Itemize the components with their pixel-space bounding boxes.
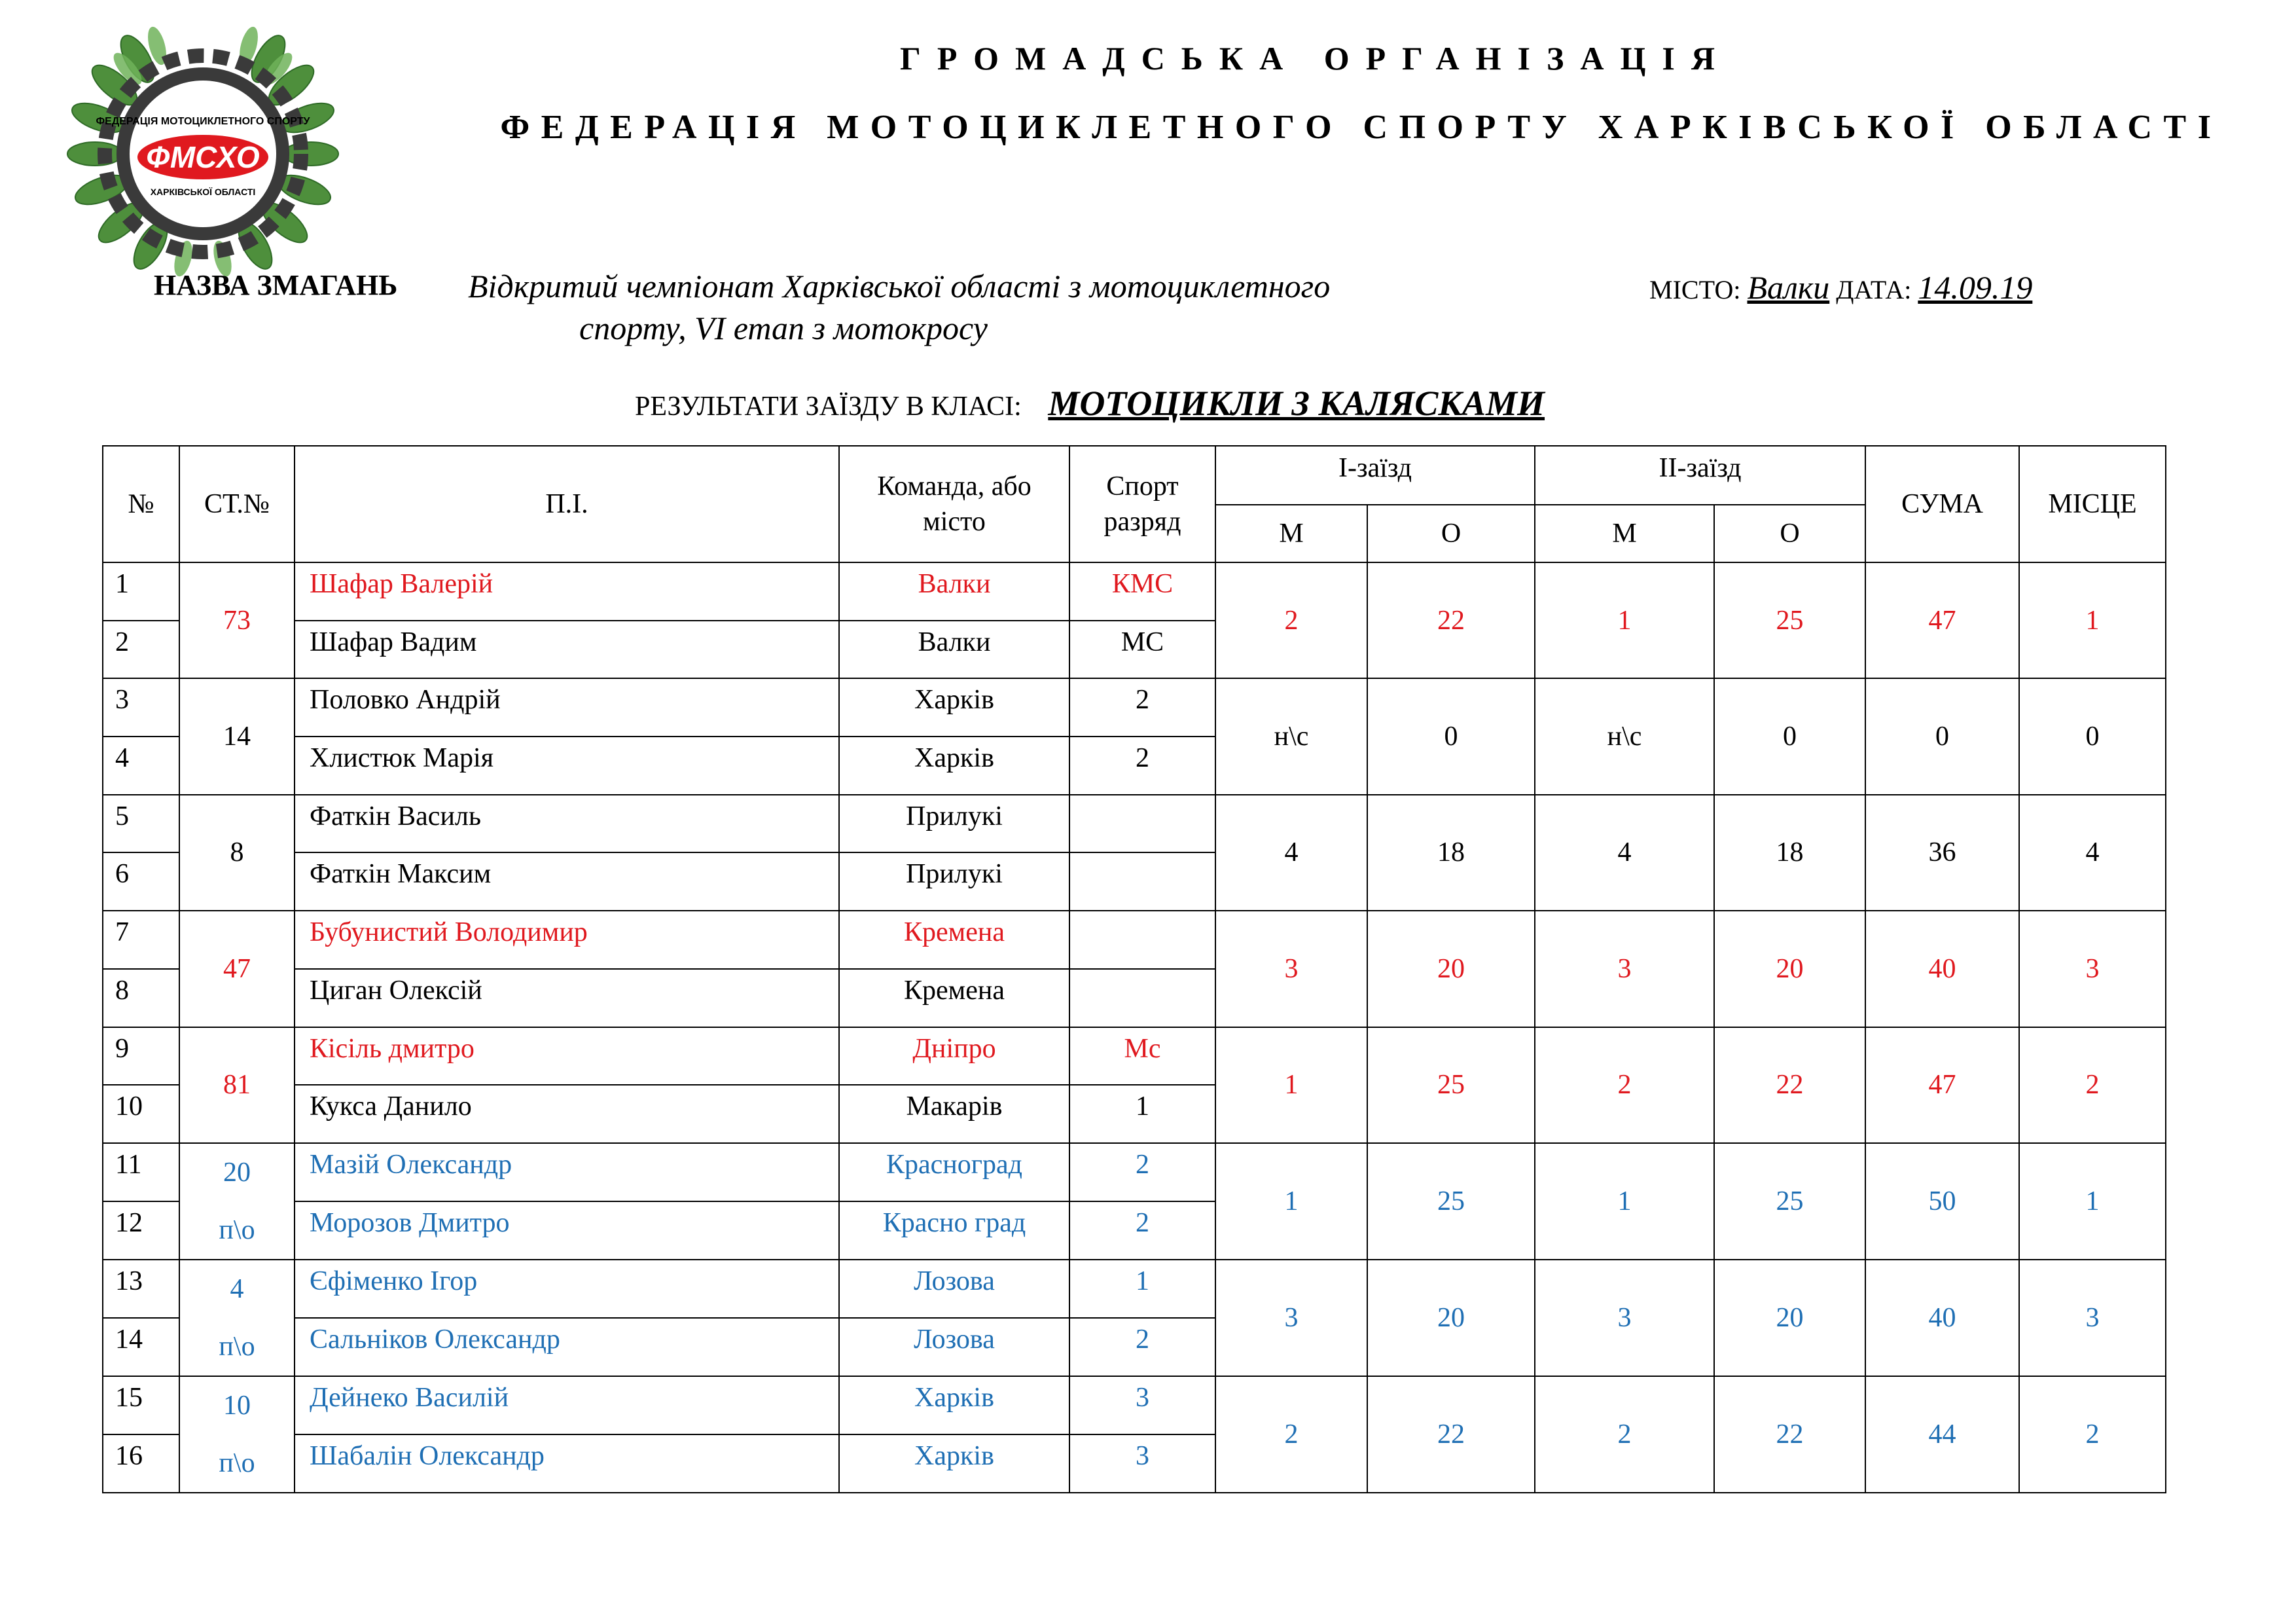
table-row — [103, 1027, 2166, 1085]
start-number: 20 — [223, 1157, 251, 1188]
race1-m-cell: 4 — [1215, 795, 1367, 911]
race2-o-cell: 22 — [1714, 1027, 1865, 1143]
start-number: 4 — [230, 1273, 244, 1304]
results-label: РЕЗУЛЬТАТИ ЗАЇЗДУ В КЛАСІ: — [635, 392, 1022, 422]
rider-team: Валки — [839, 562, 1069, 621]
row-number: 15 — [103, 1376, 179, 1434]
rider-rank: МС — [1069, 621, 1215, 679]
sum-cell: 44 — [1865, 1376, 2019, 1493]
city-label: МІСТО: — [1649, 275, 1741, 304]
rider-rank: 1 — [1069, 1085, 1215, 1143]
row-number: 1 — [103, 562, 179, 621]
rider-rank: 2 — [1069, 1201, 1215, 1260]
race1-o-cell: 20 — [1367, 911, 1535, 1027]
row-number: 11 — [103, 1143, 179, 1201]
rider-team: Кремена — [839, 911, 1069, 969]
header-team: Команда, або місто — [839, 446, 1069, 562]
rider-rank: 3 — [1069, 1376, 1215, 1434]
rider-name: Шабалін Олександр — [295, 1434, 839, 1493]
rider-rank: 2 — [1069, 737, 1215, 795]
rider-rank — [1069, 969, 1215, 1027]
rider-rank: 2 — [1069, 678, 1215, 737]
start-number: 81 — [179, 1027, 295, 1143]
rider-team: Харків — [839, 737, 1069, 795]
header-place: МІСЦЕ — [2019, 446, 2166, 562]
start-note: п\о — [219, 1331, 255, 1362]
rider-name: Циган Олексій — [295, 969, 839, 1027]
rider-rank: 1 — [1069, 1260, 1215, 1318]
header-race2-m: М — [1535, 505, 1714, 562]
table-row — [103, 1260, 2166, 1318]
place-cell: 2 — [2019, 1376, 2166, 1493]
row-number: 4 — [103, 737, 179, 795]
row-number: 10 — [103, 1085, 179, 1143]
race2-m-cell: 3 — [1535, 1260, 1714, 1376]
rider-name: Половко Андрій — [295, 678, 839, 737]
race1-o-cell: 25 — [1367, 1143, 1535, 1260]
table-row — [103, 1143, 2166, 1201]
results-body — [103, 562, 2166, 1493]
start-number-cell — [179, 1260, 295, 1376]
row-number: 8 — [103, 969, 179, 1027]
rider-name: Морозов Дмитро — [295, 1201, 839, 1260]
race1-m-cell: н\с — [1215, 678, 1367, 794]
race2-o-cell: 25 — [1714, 1143, 1865, 1260]
race2-o-cell: 25 — [1714, 562, 1865, 678]
header-race1: І-заїзд — [1215, 446, 1535, 505]
rider-name: Бубунистий Володимир — [295, 911, 839, 969]
competition-name — [468, 265, 1581, 349]
rider-team: Красноград — [839, 1143, 1069, 1201]
race2-m-cell: 4 — [1535, 795, 1714, 911]
competition-name-line1: Відкритий чемпіонат Харківської області з мотоциклетного — [468, 268, 1331, 304]
class-name: МОТОЦИКЛИ З КАЛЯСКАМИ — [1048, 384, 1545, 423]
race1-o-cell: 18 — [1367, 795, 1535, 911]
race2-o-cell: 22 — [1714, 1376, 1865, 1493]
rider-name: Фаткін Василь — [295, 795, 839, 853]
rider-rank: КМС — [1069, 562, 1215, 621]
org-title: ГРОМАДСЬКА ОРГАНІЗАЦІЯ — [900, 40, 1731, 77]
race1-m-cell: 3 — [1215, 911, 1367, 1027]
row-number: 6 — [103, 852, 179, 911]
race1-m-cell: 2 — [1215, 1376, 1367, 1493]
table-row — [103, 795, 2166, 853]
place-cell: 2 — [2019, 1027, 2166, 1143]
logo-abbr: ФМСХО — [146, 140, 260, 174]
rider-rank: Мс — [1069, 1027, 1215, 1085]
rider-team: Кремена — [839, 969, 1069, 1027]
header-name: П.І. — [295, 446, 839, 562]
sum-cell: 47 — [1865, 562, 2019, 678]
rider-team: Харків — [839, 1376, 1069, 1434]
logo-text-bottom: ХАРКІВСЬКОЇ ОБЛАСТІ — [150, 187, 256, 197]
date-label: ДАТА: — [1836, 275, 1912, 304]
header-num: № — [103, 446, 179, 562]
start-number: 8 — [179, 795, 295, 911]
table-row — [103, 1376, 2166, 1434]
date-value: 14.09.19 — [1918, 269, 2033, 306]
header-start-num: СТ.№ — [179, 446, 295, 562]
table-row — [103, 678, 2166, 737]
row-number: 3 — [103, 678, 179, 737]
header-race1-o: О — [1367, 505, 1535, 562]
race2-m-cell: 2 — [1535, 1027, 1714, 1143]
rider-name: Кісіль дмитро — [295, 1027, 839, 1085]
place-cell: 1 — [2019, 562, 2166, 678]
results-table — [102, 445, 2166, 1493]
competition-name-label: НАЗВА ЗМАГАНЬ — [154, 269, 398, 301]
start-number: 14 — [179, 678, 295, 794]
header-sum: СУМА — [1865, 446, 2019, 562]
federation-logo — [59, 20, 347, 282]
header-race1-m: М — [1215, 505, 1367, 562]
results-heading — [635, 383, 1545, 424]
place-cell: 3 — [2019, 1260, 2166, 1376]
federation-title: ФЕДЕРАЦІЯ МОТОЦИКЛЕТНОГО СПОРТУ ХАРКІВСЬКОЇ ОБЛАСТІ — [500, 109, 2223, 146]
race2-m-cell: н\с — [1535, 678, 1714, 794]
city-date — [1649, 268, 2032, 306]
race2-o-cell: 20 — [1714, 1260, 1865, 1376]
race1-o-cell: 22 — [1367, 562, 1535, 678]
sum-cell: 36 — [1865, 795, 2019, 911]
row-number: 2 — [103, 621, 179, 679]
race2-m-cell: 2 — [1535, 1376, 1714, 1493]
place-cell: 1 — [2019, 1143, 2166, 1260]
race1-o-cell: 22 — [1367, 1376, 1535, 1493]
rider-name: Хлистюк Марія — [295, 737, 839, 795]
rider-name: Шафар Вадим — [295, 621, 839, 679]
sum-cell: 0 — [1865, 678, 2019, 794]
rider-name: Мазій Олександр — [295, 1143, 839, 1201]
row-number: 16 — [103, 1434, 179, 1493]
place-cell: 3 — [2019, 911, 2166, 1027]
header-race2: ІІ-заїзд — [1535, 446, 1865, 505]
sum-cell: 50 — [1865, 1143, 2019, 1260]
race2-m-cell: 1 — [1535, 562, 1714, 678]
rider-team: Прилукі — [839, 852, 1069, 911]
start-note: п\о — [219, 1448, 255, 1478]
rider-team: Лозова — [839, 1260, 1069, 1318]
race1-m-cell: 1 — [1215, 1027, 1367, 1143]
rider-team: Дніпро — [839, 1027, 1069, 1085]
start-number: 73 — [179, 562, 295, 678]
rider-name: Шафар Валерій — [295, 562, 839, 621]
race1-m-cell: 2 — [1215, 562, 1367, 678]
start-number-cell — [179, 1143, 295, 1260]
row-number: 12 — [103, 1201, 179, 1260]
rider-name: Сальніков Олександр — [295, 1318, 839, 1376]
rider-team: Лозова — [839, 1318, 1069, 1376]
header-race2-o: О — [1714, 505, 1865, 562]
race1-m-cell: 3 — [1215, 1260, 1367, 1376]
rider-team: Валки — [839, 621, 1069, 679]
rider-rank: 3 — [1069, 1434, 1215, 1493]
start-note: п\о — [219, 1214, 255, 1245]
rider-name: Фаткін Максим — [295, 852, 839, 911]
row-number: 7 — [103, 911, 179, 969]
start-number-cell — [179, 1376, 295, 1493]
city-value: Валки — [1747, 269, 1830, 306]
rider-name: Кукса Данило — [295, 1085, 839, 1143]
race2-o-cell: 20 — [1714, 911, 1865, 1027]
race2-o-cell: 0 — [1714, 678, 1865, 794]
row-number: 5 — [103, 795, 179, 853]
race1-o-cell: 20 — [1367, 1260, 1535, 1376]
race1-o-cell: 25 — [1367, 1027, 1535, 1143]
row-number: 14 — [103, 1318, 179, 1376]
place-cell: 4 — [2019, 795, 2166, 911]
rider-team: Прилукі — [839, 795, 1069, 853]
start-number: 10 — [223, 1390, 251, 1421]
table-row — [103, 562, 2166, 621]
race1-o-cell: 0 — [1367, 678, 1535, 794]
rider-name: Дейнеко Василій — [295, 1376, 839, 1434]
logo-text-top: ФЕДЕРАЦІЯ МОТОЦИКЛЕТНОГО СПОРТУ — [96, 116, 310, 127]
header-rank: Спорт разряд — [1069, 446, 1215, 562]
row-number: 9 — [103, 1027, 179, 1085]
row-number: 13 — [103, 1260, 179, 1318]
rider-name: Єфіменко Ігор — [295, 1260, 839, 1318]
rider-team: Харків — [839, 1434, 1069, 1493]
rider-rank: 2 — [1069, 1143, 1215, 1201]
rider-team: Харків — [839, 678, 1069, 737]
race2-m-cell: 3 — [1535, 911, 1714, 1027]
sum-cell: 47 — [1865, 1027, 2019, 1143]
rider-rank: 2 — [1069, 1318, 1215, 1376]
competition-name-line2: спорту, VI етап з мотокросу — [579, 310, 988, 346]
sum-cell: 40 — [1865, 911, 2019, 1027]
rider-team: Красно град — [839, 1201, 1069, 1260]
rider-rank — [1069, 852, 1215, 911]
race1-m-cell: 1 — [1215, 1143, 1367, 1260]
rider-rank — [1069, 911, 1215, 969]
place-cell: 0 — [2019, 678, 2166, 794]
sum-cell: 40 — [1865, 1260, 2019, 1376]
rider-team: Макарів — [839, 1085, 1069, 1143]
table-row — [103, 911, 2166, 969]
race2-o-cell: 18 — [1714, 795, 1865, 911]
rider-rank — [1069, 795, 1215, 853]
race2-m-cell: 1 — [1535, 1143, 1714, 1260]
start-number: 47 — [179, 911, 295, 1027]
